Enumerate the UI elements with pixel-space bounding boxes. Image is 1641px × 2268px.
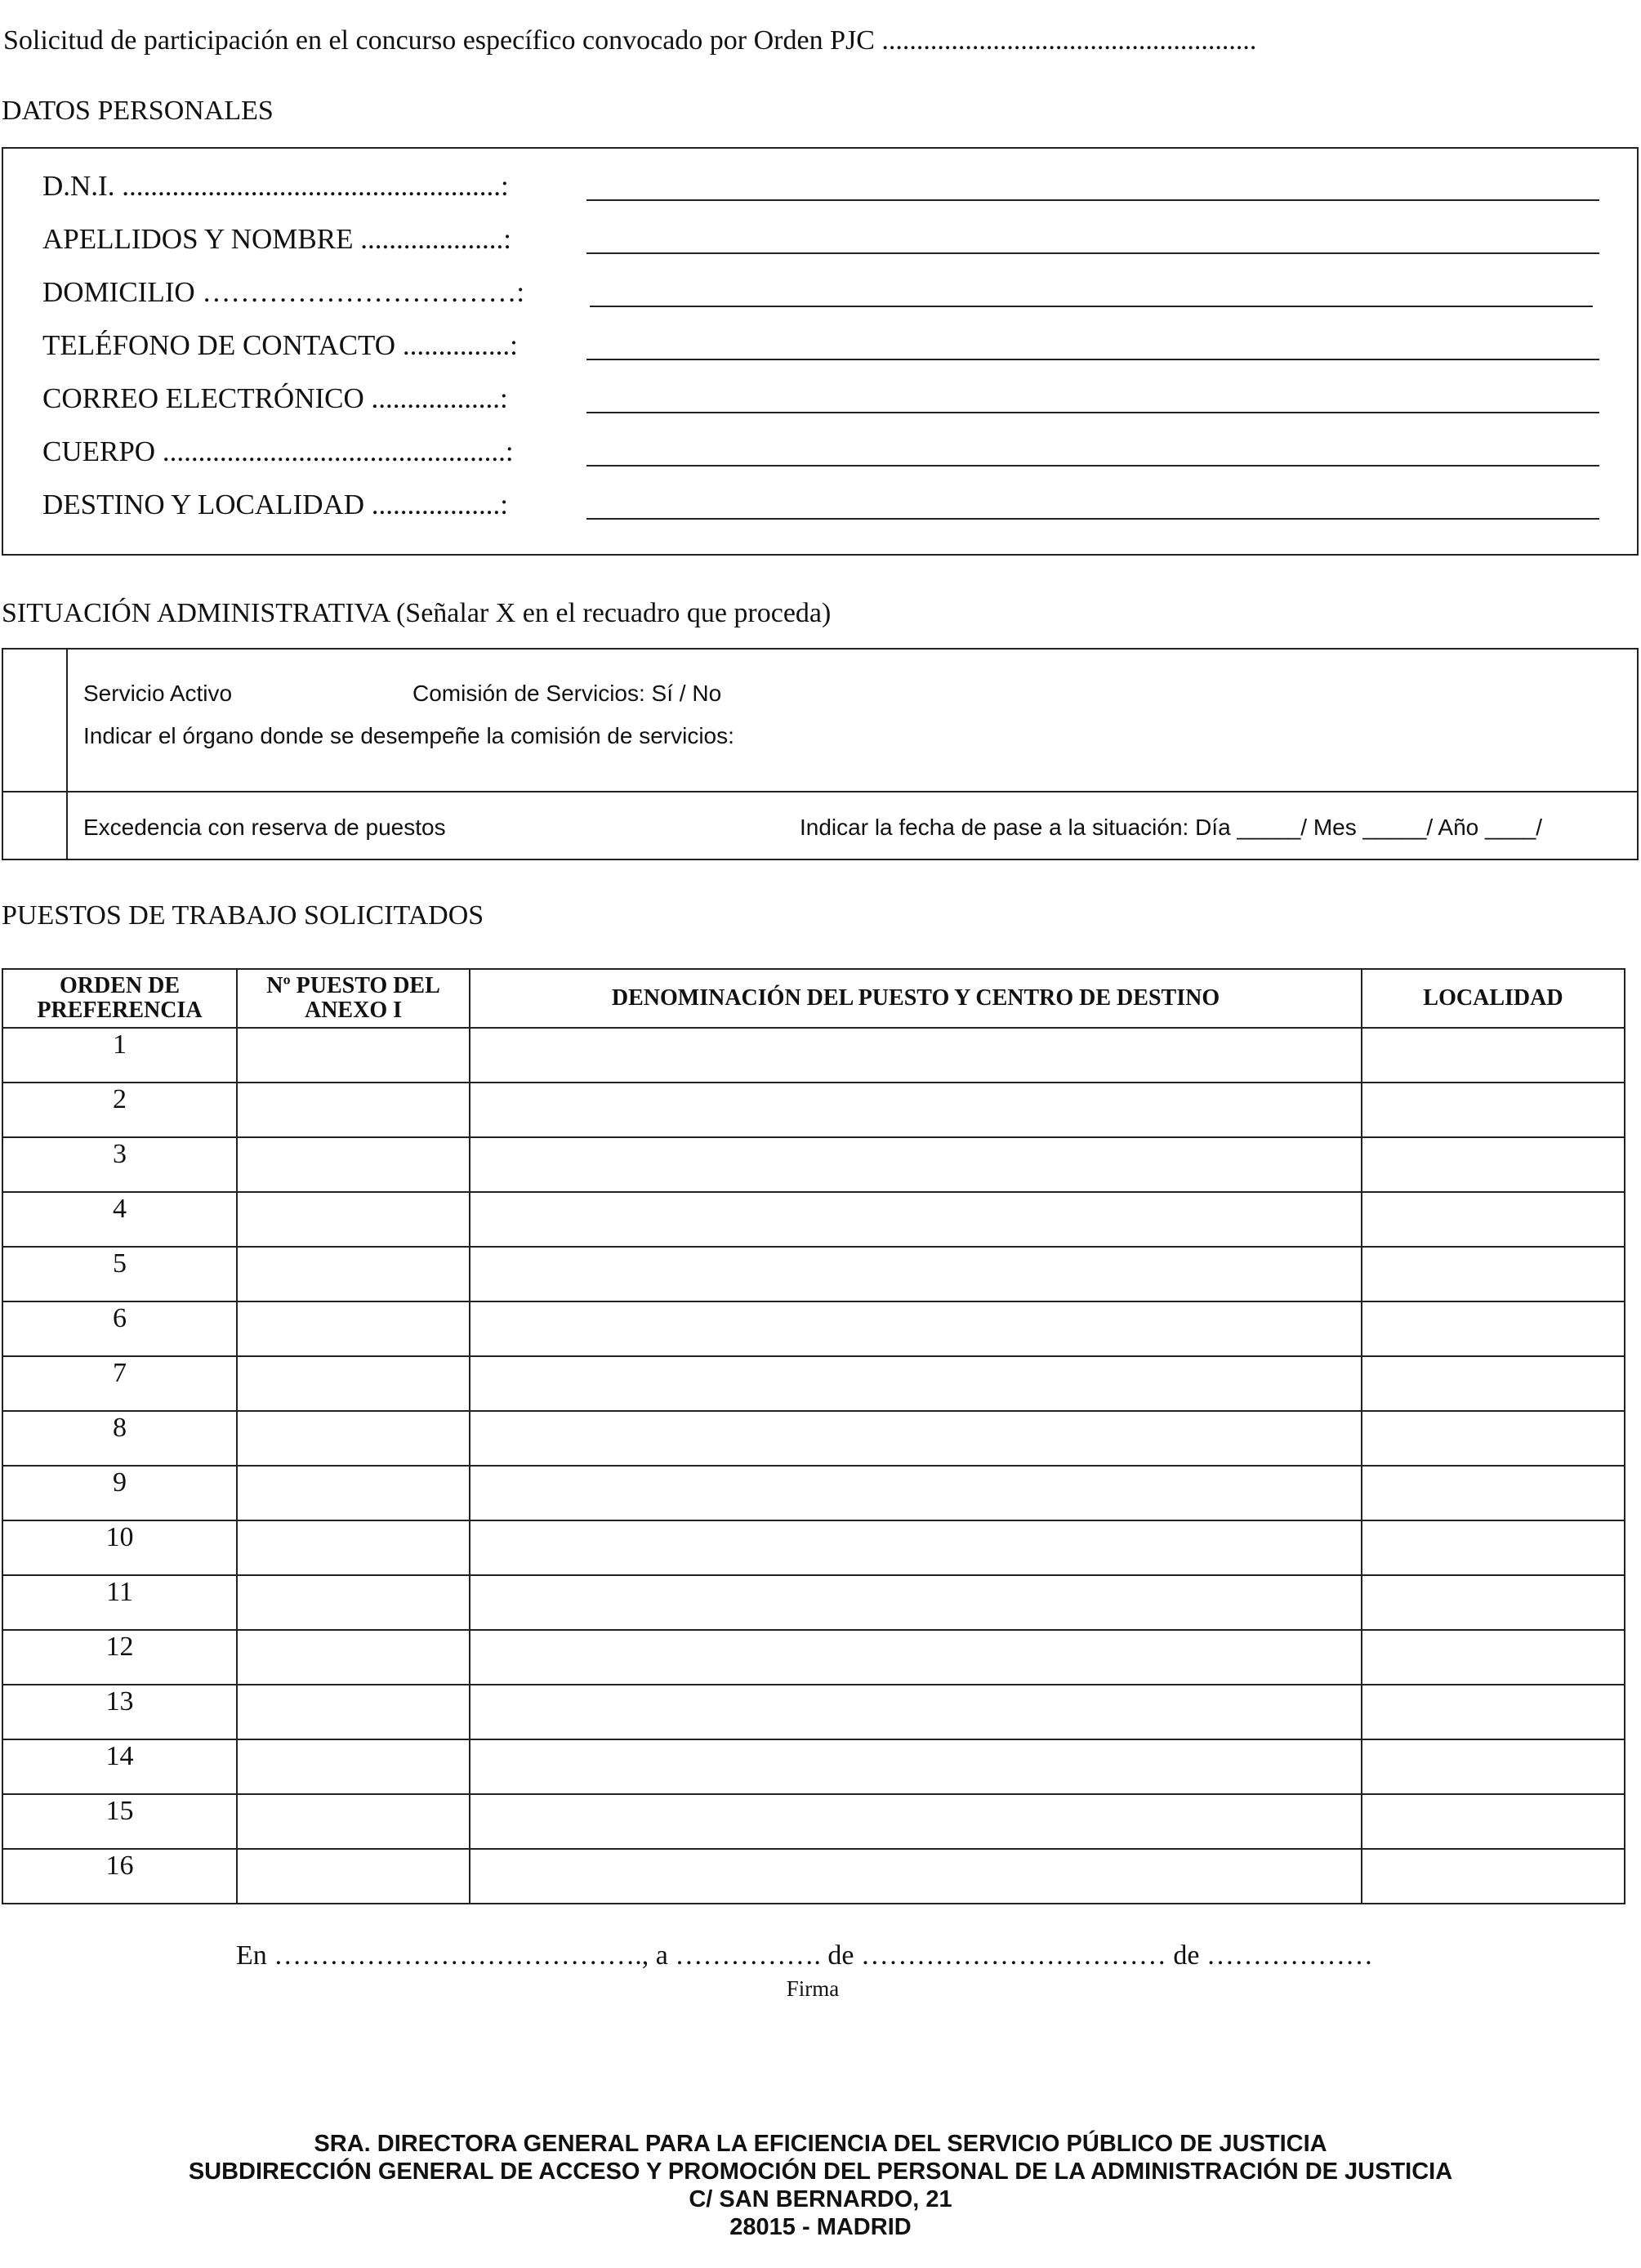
request-header-line: Solicitud de participación en el concurso específico convocado por Orden PJC ...................................................... [3,25,1257,56]
locality-cell[interactable] [1362,1630,1625,1685]
name-field[interactable] [586,252,1599,254]
excedencia-checkbox[interactable] [3,792,65,859]
locality-cell[interactable] [1362,1192,1625,1247]
denomination-cell[interactable] [470,1247,1362,1301]
post-number-cell[interactable] [237,1301,470,1356]
footer-line-4: 28015 - MADRID [729,2214,912,2240]
locality-cell[interactable] [1362,1137,1625,1192]
col-header-locality: LOCALIDAD [1362,969,1625,1028]
preference-order-cell: 14 [2,1739,237,1794]
footer-line-2: SUBDIRECCIÓN GENERAL DE ACCESO Y PROMOCIÓN DEL PERSONAL DE LA ADMINISTRACIÓN DE JUSTICIA [188,2159,1453,2185]
denomination-cell[interactable] [470,1028,1362,1083]
table-row [2,1630,1625,1685]
dni-field[interactable] [586,199,1599,201]
col-header-preference: ORDEN DE PREFERENCIA [2,969,237,1028]
denomination-cell[interactable] [470,1520,1362,1575]
denomination-cell[interactable] [470,1083,1362,1137]
denomination-cell[interactable] [470,1356,1362,1411]
table-row [2,1137,1625,1192]
locality-cell[interactable] [1362,1247,1625,1301]
personal-data-title: DATOS PERSONALES [2,96,274,126]
commission-label: Comisión de Servicios: Sí / No [412,681,722,706]
locality-cell[interactable] [1362,1794,1625,1849]
email-field[interactable] [586,412,1599,413]
signature-label: Firma [786,1976,840,2001]
preference-order-cell: 2 [2,1083,237,1137]
checkbox-column-divider [66,648,68,860]
locality-cell[interactable] [1362,1739,1625,1794]
table-header-row [2,969,1625,1028]
address-label: DOMICILIO ……………………………: [42,276,525,308]
post-number-cell[interactable] [237,1739,470,1794]
table-row [2,1247,1625,1301]
post-number-cell[interactable] [237,1794,470,1849]
locality-cell[interactable] [1362,1028,1625,1083]
post-number-cell[interactable] [237,1685,470,1739]
phone-field[interactable] [586,359,1599,360]
denomination-cell[interactable] [470,1630,1362,1685]
denomination-cell[interactable] [470,1192,1362,1247]
locality-cell[interactable] [1362,1849,1625,1904]
locality-cell[interactable] [1362,1083,1625,1137]
preference-order-cell: 10 [2,1520,237,1575]
post-number-cell[interactable] [237,1466,470,1520]
preference-order-cell: 9 [2,1466,237,1520]
commission-organ-label: Indicar el órgano donde se desempeñe la comisión de servicios: [83,723,734,748]
post-number-cell[interactable] [237,1520,470,1575]
col-header-post-number: Nº PUESTO DEL ANEXO I [237,969,470,1028]
locality-cell[interactable] [1362,1575,1625,1630]
preference-order-cell: 8 [2,1411,237,1466]
preference-order-cell: 7 [2,1356,237,1411]
active-service-label: Servicio Activo [83,681,233,706]
preference-order-cell: 1 [2,1028,237,1083]
locality-cell[interactable] [1362,1411,1625,1466]
denomination-cell[interactable] [470,1575,1362,1630]
destination-label: DESTINO Y LOCALIDAD ..................: [42,489,508,520]
preference-order-cell: 16 [2,1849,237,1904]
name-label: APELLIDOS Y NOMBRE ....................: [42,223,511,255]
post-number-cell[interactable] [237,1028,470,1083]
post-number-cell[interactable] [237,1137,470,1192]
locality-cell[interactable] [1362,1466,1625,1520]
preference-order-cell: 5 [2,1247,237,1301]
preference-order-cell: 15 [2,1794,237,1849]
denomination-cell[interactable] [470,1739,1362,1794]
denomination-cell[interactable] [470,1301,1362,1356]
denomination-cell[interactable] [470,1411,1362,1466]
excedencia-label: Excedencia con reserva de puestos [83,815,446,840]
post-number-cell[interactable] [237,1083,470,1137]
post-number-cell[interactable] [237,1192,470,1247]
table-row [2,1520,1625,1575]
table-row [2,1192,1625,1247]
table-row [2,1083,1625,1137]
table-row [2,1849,1625,1904]
footer-line-1: SRA. DIRECTORA GENERAL PARA LA EFICIENCIA DEL SERVICIO PÚBLICO DE JUSTICIA [314,2131,1327,2157]
table-row [2,1575,1625,1630]
locality-cell[interactable] [1362,1685,1625,1739]
denomination-cell[interactable] [470,1137,1362,1192]
table-row [2,1739,1625,1794]
table-row [2,1356,1625,1411]
table-row [2,1028,1625,1083]
post-number-cell[interactable] [237,1356,470,1411]
preference-order-cell: 3 [2,1137,237,1192]
denomination-cell[interactable] [470,1794,1362,1849]
corps-label: CUERPO ................................................: [42,435,514,467]
preference-order-cell: 13 [2,1685,237,1739]
destination-field[interactable] [586,518,1599,520]
post-number-cell[interactable] [237,1247,470,1301]
post-number-cell[interactable] [237,1630,470,1685]
table-row [2,1301,1625,1356]
preference-order-cell: 11 [2,1575,237,1630]
post-number-cell[interactable] [237,1849,470,1904]
phone-label: TELÉFONO DE CONTACTO ...............: [42,329,518,361]
table-row [2,1794,1625,1849]
denomination-cell[interactable] [470,1466,1362,1520]
footer-line-3: C/ SAN BERNARDO, 21 [689,2186,952,2212]
admin-row-divider [2,791,1639,792]
active-service-checkbox[interactable] [3,650,65,790]
preference-order-cell: 4 [2,1192,237,1247]
preference-order-cell: 6 [2,1301,237,1356]
locality-cell[interactable] [1362,1520,1625,1575]
address-field[interactable] [590,306,1593,307]
preference-order-cell: 12 [2,1630,237,1685]
signature-place-date: En …………………………………., a ……………. de …………………………… de ……………… [235,1940,1374,1971]
denomination-cell[interactable] [470,1849,1362,1904]
table-row [2,1466,1625,1520]
jobs-table [2,968,1625,1904]
corps-field[interactable] [586,465,1599,467]
col-header-denomination: DENOMINACIÓN DEL PUESTO Y CENTRO DE DESTINO [470,969,1362,1028]
situation-date-label: Indicar la fecha de pase a la situación: Día _____/ Mes _____/ Año ____/ [800,815,1543,840]
admin-situation-title: SITUACIÓN ADMINISTRATIVA (Señalar X en el recuadro que proceda) [2,598,832,628]
locality-cell[interactable] [1362,1356,1625,1411]
jobs-title: PUESTOS DE TRABAJO SOLICITADOS [2,900,484,931]
email-label: CORREO ELECTRÓNICO ..................: [42,382,508,414]
post-number-cell[interactable] [237,1575,470,1630]
locality-cell[interactable] [1362,1301,1625,1356]
post-number-cell[interactable] [237,1411,470,1466]
table-row [2,1685,1625,1739]
dni-label: D.N.I. .....................................................: [42,170,509,202]
table-row [2,1411,1625,1466]
denomination-cell[interactable] [470,1685,1362,1739]
